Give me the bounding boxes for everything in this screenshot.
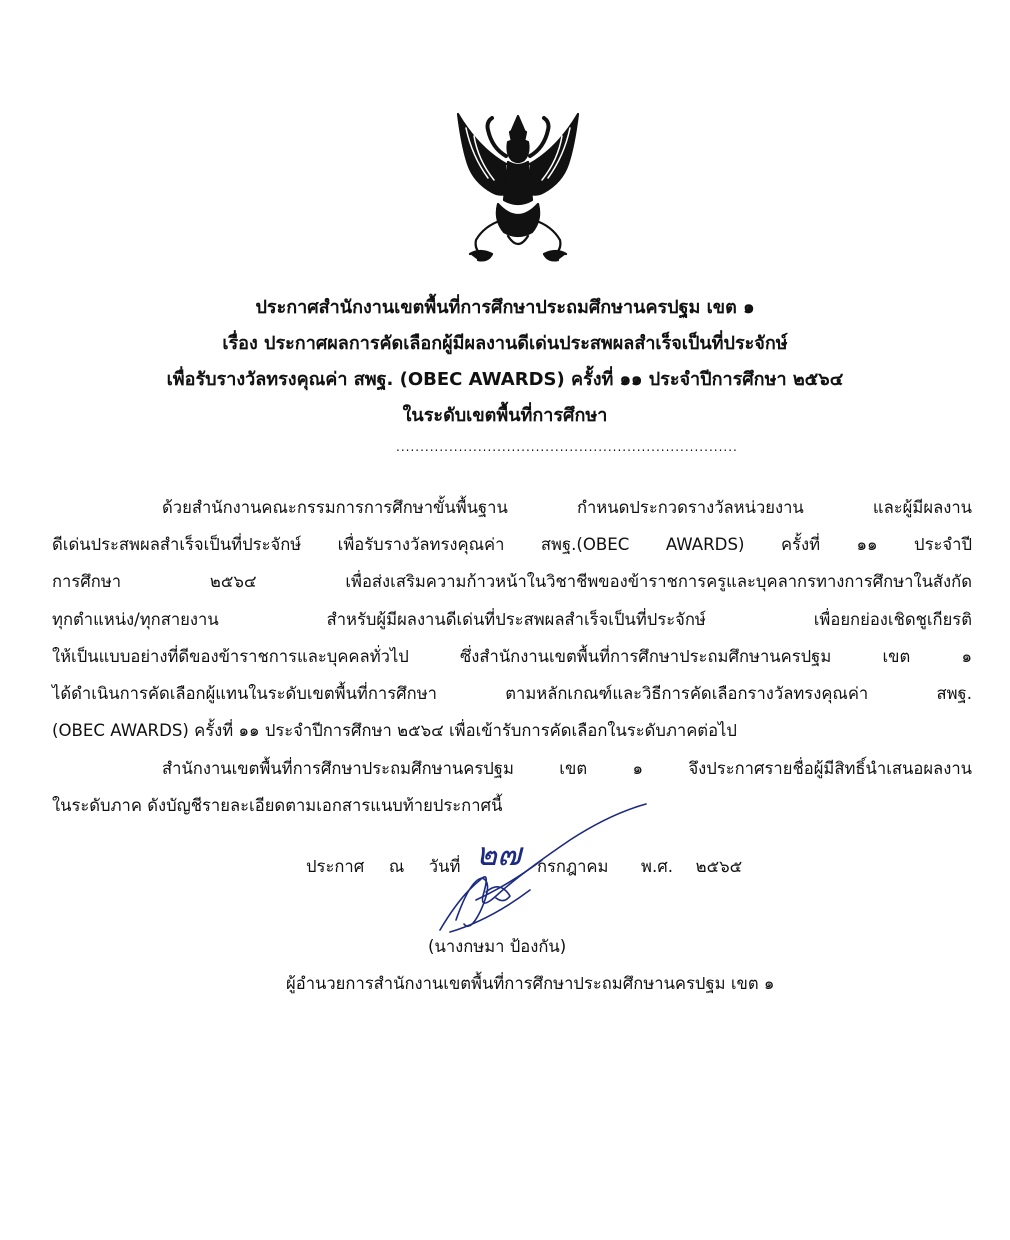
title-line-2: เรื่อง ประกาศผลการคัดเลือกผู้มีผลงานดีเด่นประสพผลสำเร็จเป็นที่ประจักษ์	[222, 333, 788, 354]
body-paragraph-1	[52, 489, 972, 749]
handwritten-day: ๒๗	[476, 835, 522, 873]
title-separator: .......................................................................	[396, 440, 738, 454]
signer-name: (นางกษมา ป้องกัน)	[428, 937, 567, 956]
paragraph-line: (OBEC AWARDS) ครั้งที่ ๑๑ ประจำปีการศึกษา ๒๕๖๔ เพื่อเข้ารับการคัดเลือกในระดับภาคต่อไป	[52, 721, 737, 741]
paragraph-line: ทุกตำแหน่ง/ทุกสายงาน สำหรับผู้มีผลงานดีเด่นที่ประสพผลสำเร็จเป็นที่ประจักษ์ เพื่อยกย่องเชิดชูเกียรติ	[52, 609, 972, 629]
paragraph-line: ให้เป็นแบบอย่างที่ดีของข้าราชการและบุคคลทั่วไป ซึ่งสำนักงานเขตพื้นที่การศึกษาประถมศึกษานครปฐม เขต ๑	[52, 646, 972, 666]
date-year: ๒๕๖๕	[695, 857, 743, 876]
garuda-emblem-icon	[448, 108, 588, 268]
paragraph-line: ด้วยสำนักงานคณะกรรมการการศึกษาขั้นพื้นฐาน กำหนดประกวดรางวัลหน่วยงาน และผู้มีผลงาน	[162, 498, 972, 517]
title-line-1: ประกาศสำนักงานเขตพื้นที่การศึกษาประถมศึกษานครปฐม เขต ๑	[255, 297, 755, 318]
handwritten-signature	[420, 800, 660, 940]
signer-position: ผู้อำนวยการสำนักงานเขตพื้นที่การศึกษาประถมศึกษานครปฐม เขต ๑	[286, 974, 775, 993]
paragraph-line: ในระดับภาค ดังบัญชีรายละเอียดตามเอกสารแนบท้ายประกาศนี้	[52, 796, 503, 816]
date-at: ณ	[388, 857, 405, 876]
date-era: พ.ศ.	[641, 857, 674, 876]
paragraph-line: ได้ดำเนินการคัดเลือกผู้แทนในระดับเขตพื้นที่การศึกษา ตามหลักเกณฑ์และวิธีการคัดเลือกรางวัลทรงคุณค่า สพฐ.	[52, 684, 972, 704]
date-month: กรกฎาคม	[536, 857, 609, 876]
date-prefix: ประกาศ	[306, 857, 365, 876]
paragraph-line: สำนักงานเขตพื้นที่การศึกษาประถมศึกษานครปฐม เขต ๑ จึงประกาศรายชื่อผู้มีสิทธิ์นำเสนอผลงาน	[162, 759, 972, 778]
title-line-3: เพื่อรับรางวัลทรงคุณค่า สพฐ. (OBEC AWARDS) ครั้งที่ ๑๑ ประจำปีการศึกษา ๒๕๖๔	[166, 369, 844, 390]
date-day-label: วันที่	[428, 857, 461, 876]
title-line-4: ในระดับเขตพื้นที่การศึกษา	[402, 405, 608, 426]
paragraph-line: ดีเด่นประสพผลสำเร็จเป็นที่ประจักษ์ เพื่อรับรางวัลทรงคุณค่า สพฐ.(OBEC AWARDS) ครั้งที่ ๑๑ ประจำปี	[52, 535, 972, 555]
announcement-title	[0, 290, 1010, 434]
paragraph-line: การศึกษา ๒๕๖๔ เพื่อส่งเสริมความก้าวหน้าในวิชาชีพของข้าราชการครูและบุคลากรทางการศึกษาในสังกัด	[52, 572, 972, 592]
